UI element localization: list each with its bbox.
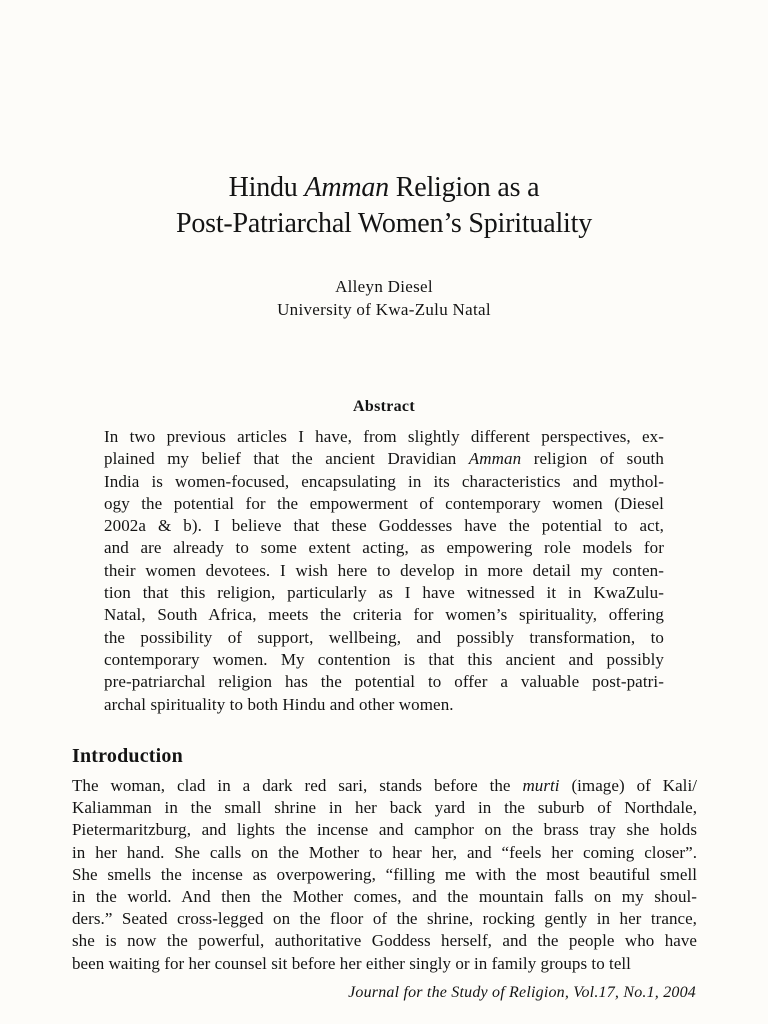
abstract-line: tion that this religion, particularly as I have witnessed it in KwaZulu- bbox=[104, 583, 664, 603]
body-text-line: in her hand. She calls on the Mother to hear her, and “feels her coming closer”. bbox=[72, 842, 697, 862]
italic-term: murti bbox=[522, 776, 560, 795]
abstract-line: contemporary women. My contention is that this ancient and possibly bbox=[104, 649, 664, 669]
title-text-italic: Amman bbox=[304, 172, 389, 203]
body-text-line: she is now the powerful, authoritative Goddess herself, and the people who have bbox=[72, 931, 697, 951]
author-affiliation: University of Kwa-Zulu Natal bbox=[277, 300, 491, 319]
body-text-line: The woman, clad in a dark red sari, stands before the murti (image) of Kali/ bbox=[72, 776, 697, 795]
body-text-line: in the world. And then the Mother comes, and the mountain falls on my shoul- bbox=[72, 887, 697, 907]
body-text-line: Pietermaritzburg, and lights the incense and camphor on the brass tray she holds bbox=[72, 820, 697, 840]
abstract-line: ogy the potential for the empowerment of contemporary women (Diesel bbox=[104, 493, 664, 513]
abstract-line: plained my belief that the ancient Dravidian Amman religion of south bbox=[104, 449, 664, 469]
abstract-line: pre-patriarchal religion has the potential to offer a valuable post-patri- bbox=[104, 672, 664, 692]
body-text-line: She smells the incense as overpowering, “filling me with the most beautiful smell bbox=[72, 864, 697, 884]
body-text-line: been waiting for her counsel sit before her either singly or in family groups to tell bbox=[72, 953, 631, 973]
introduction-heading: Introduction bbox=[72, 745, 183, 767]
introduction-body bbox=[72, 775, 697, 975]
abstract-line: their women devotees. I wish here to develop in more detail my conten- bbox=[104, 560, 664, 580]
title-text-post: Religion as a bbox=[388, 172, 540, 203]
abstract-line: Natal, South Africa, meets the criteria for women’s spirituality, offering bbox=[104, 605, 664, 625]
abstract-line: the possibility of support, wellbeing, and possibly transformation, to bbox=[104, 627, 664, 647]
abstract-body bbox=[104, 426, 664, 716]
journal-citation-footer: Journal for the Study of Religion, Vol.17, No.1, 2004 bbox=[348, 984, 696, 1001]
author-info bbox=[0, 275, 768, 321]
title-text-pre: Hindu bbox=[228, 172, 305, 203]
body-text-line: Kaliamman in the small shrine in her back yard in the suburb of Northdale, bbox=[72, 798, 697, 818]
abstract-line: 2002a & b). I believe that these Goddesses have the potential to act, bbox=[104, 516, 664, 536]
author-name: Alleyn Diesel bbox=[335, 277, 433, 296]
abstract-line: In two previous articles I have, from slightly different perspectives, ex- bbox=[104, 427, 664, 446]
body-text-line: ders.” Seated cross-legged on the floor of the shrine, rocking gently in her trance, bbox=[72, 909, 697, 929]
article-title bbox=[0, 170, 768, 242]
abstract-line: archal spirituality to both Hindu and other women. bbox=[104, 694, 454, 714]
title-line-2: Post-Patriarchal Women’s Spirituality bbox=[175, 208, 592, 239]
italic-term: Amman bbox=[468, 449, 522, 469]
abstract-heading: Abstract bbox=[353, 398, 415, 415]
abstract-line: and are already to some extent acting, as empowering role models for bbox=[104, 538, 664, 558]
title-line-1 bbox=[0, 170, 768, 206]
abstract-line: India is women-focused, encapsulating in its characteristics and mythol- bbox=[104, 471, 664, 491]
